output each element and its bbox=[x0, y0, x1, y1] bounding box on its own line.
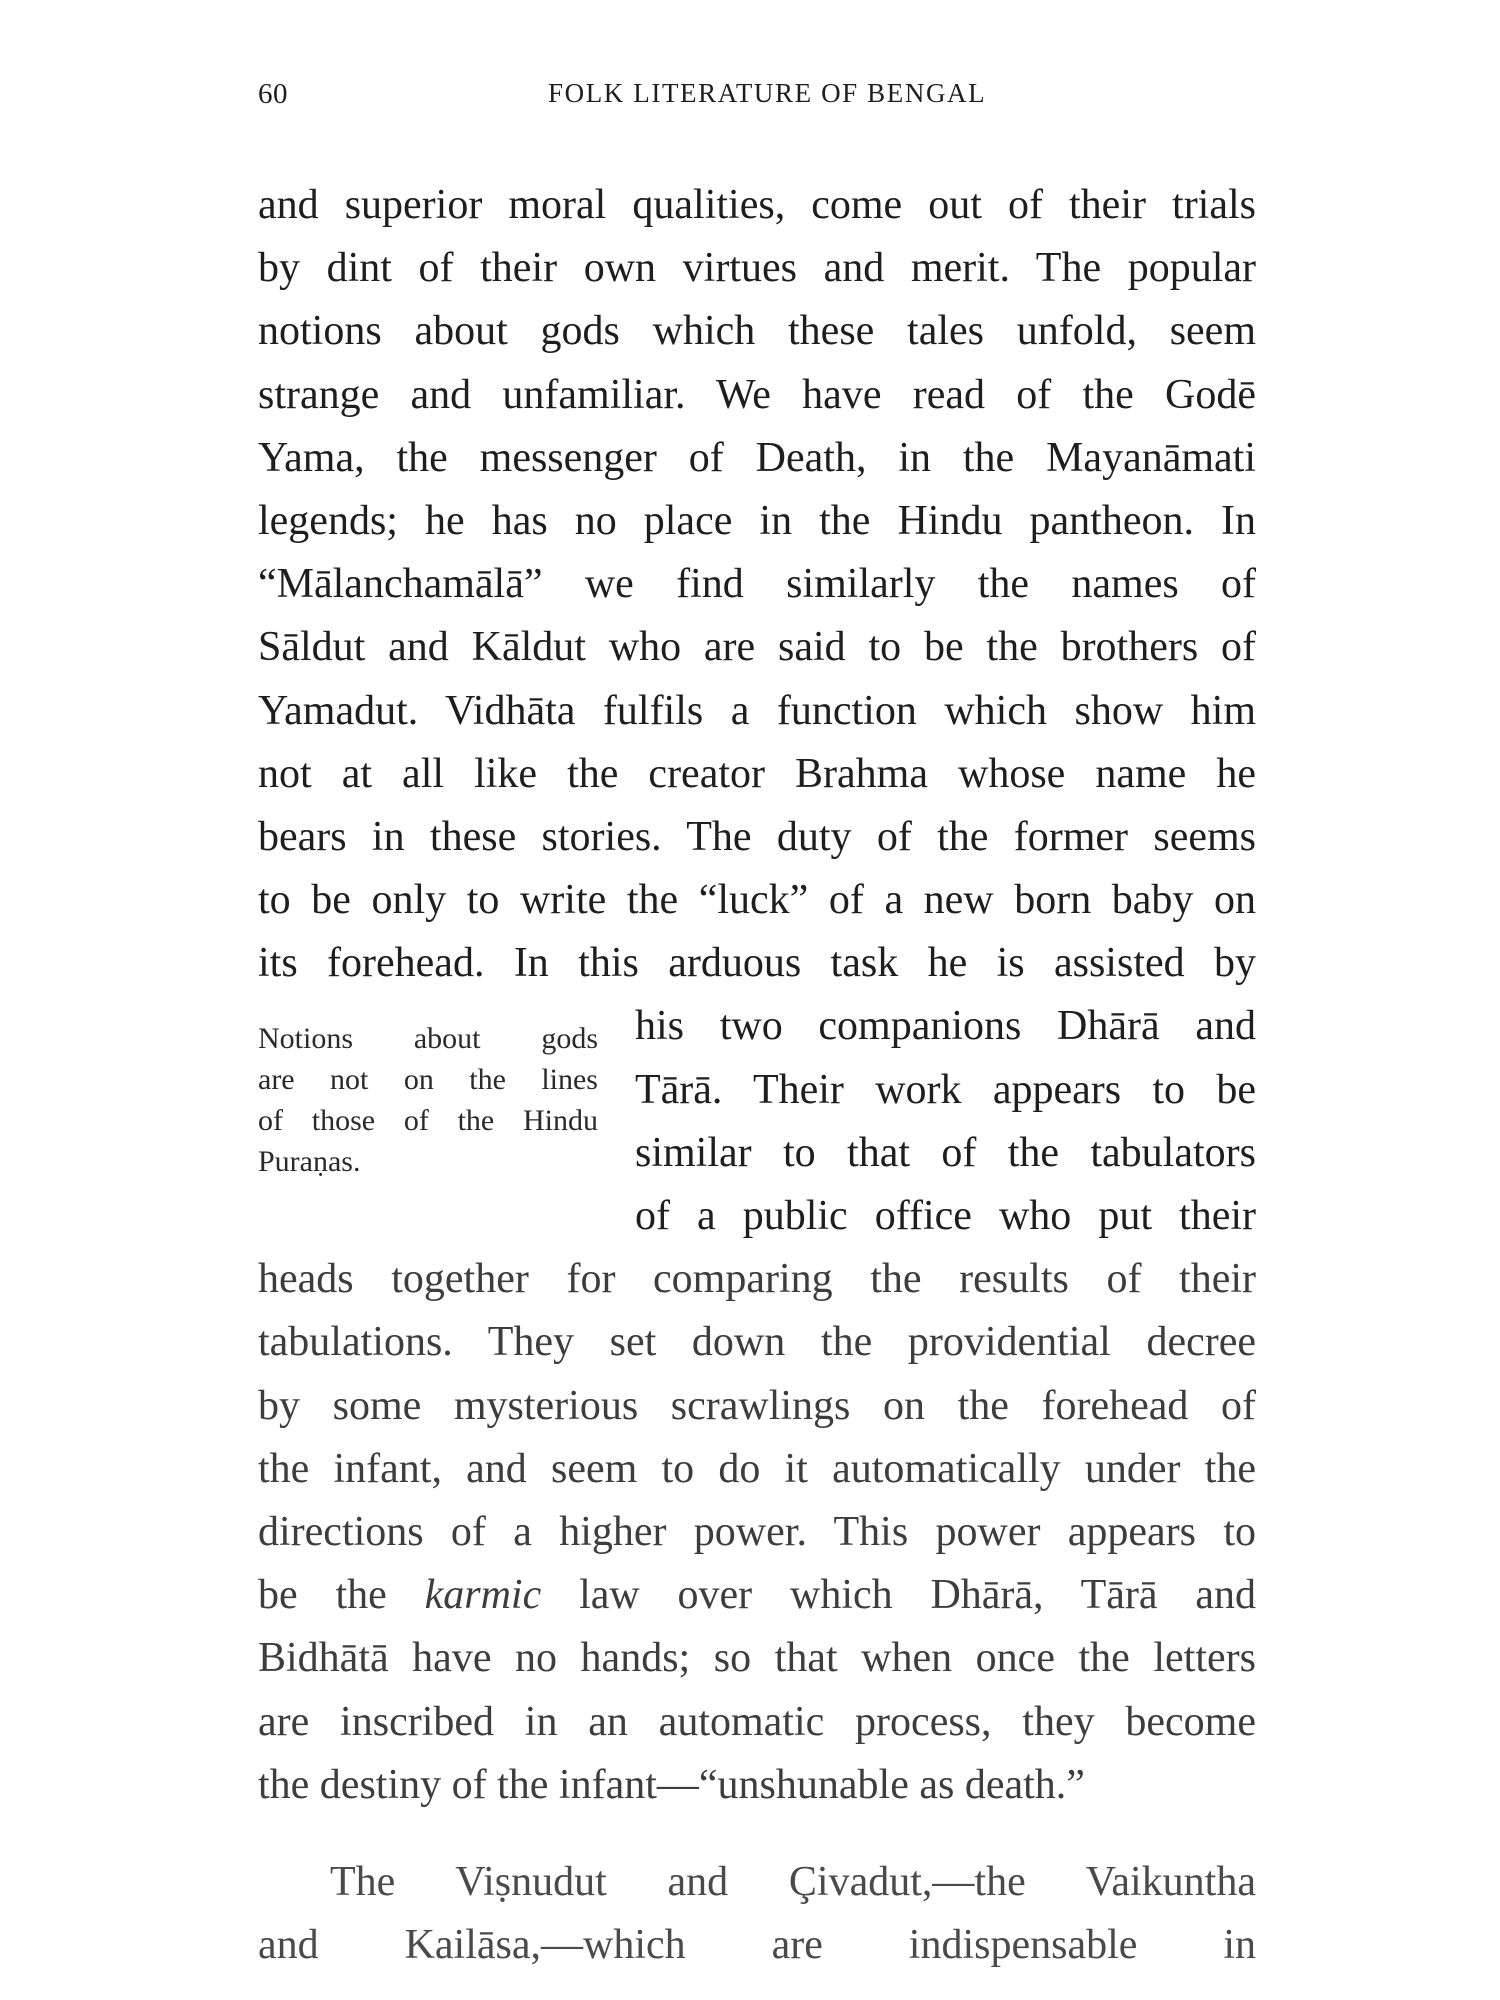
page-number: 60 bbox=[258, 78, 288, 110]
body-line: by some mysterious scrawlings on the forehead of bbox=[258, 1382, 1256, 1429]
body-line-karmic bbox=[258, 1564, 1256, 1627]
body-line: Sāldut and Kāldut who are said to be the brothers of bbox=[258, 624, 1256, 671]
body-line-prefix: be the bbox=[258, 1572, 387, 1619]
body-line: legends; he has no place in the Hindu pantheon. In bbox=[258, 497, 1256, 544]
body-line: of a public office who put their bbox=[635, 1193, 1256, 1239]
body-line: heads together for comparing the results of their bbox=[258, 1256, 1256, 1303]
margin-note-line: Notions about gods bbox=[258, 1022, 598, 1055]
margin-note-line: of those of the Hindu bbox=[258, 1104, 598, 1137]
body-line: its forehead. In this arduous task he is assisted by bbox=[258, 940, 1256, 987]
body-line: Yamadut. Vidhāta fulfils a function which show him bbox=[258, 687, 1256, 734]
body-line: similar to that of the tabulators bbox=[635, 1129, 1256, 1176]
body-line: tabulations. They set down the providential decree bbox=[258, 1319, 1256, 1366]
body-line: to be only to write the “luck” of a new born baby on bbox=[258, 877, 1256, 924]
body-line: Yama, the messenger of Death, in the Mayanāmati bbox=[258, 434, 1256, 481]
paragraph-gap bbox=[258, 1817, 1256, 1851]
body-line: The Viṣnudut and Çivadut,—the Vaikuntha bbox=[330, 1858, 1256, 1905]
body-line: Bidhātā have no hands; so that when once the letters bbox=[258, 1635, 1256, 1682]
body-line: and Kailāsa,—which are indispensable in bbox=[258, 1922, 1256, 1969]
body-line: Tārā. Their work appears to be bbox=[635, 1066, 1256, 1113]
body-line: directions of a higher power. This power appears to bbox=[258, 1508, 1256, 1555]
body-line: by dint of their own virtues and merit. The popular bbox=[258, 245, 1256, 292]
running-head bbox=[258, 78, 1058, 118]
running-title: FOLK LITERATURE OF BENGAL bbox=[548, 78, 987, 108]
italic-term-karmic: karmic bbox=[424, 1572, 542, 1619]
body-line: strange and unfamiliar. We have read of the Godē bbox=[258, 371, 1256, 418]
body-line: “Mālanchamālā” we find similarly the names of bbox=[258, 561, 1256, 608]
body-line: notions about gods which these tales unfold, seem bbox=[258, 308, 1256, 355]
body-line-rest: law over which Dhārā, Tārā and bbox=[579, 1572, 1257, 1619]
body-text bbox=[258, 174, 1256, 1977]
margin-note-line: are not on the lines bbox=[258, 1063, 598, 1096]
body-line: the destiny of the infant—“unshunable as death.” bbox=[258, 1761, 1085, 1808]
body-line: and superior moral qualities, come out of their trials bbox=[258, 182, 1256, 228]
body-line: his two companions Dhārā and bbox=[635, 1003, 1256, 1050]
body-line: bears in these stories. The duty of the former seems bbox=[258, 813, 1256, 860]
margin-note-line: Puraṇas. bbox=[258, 1145, 361, 1178]
body-line: the infant, and seem to do it automatically under the bbox=[258, 1445, 1256, 1492]
body-line: are inscribed in an automatic process, they become bbox=[258, 1698, 1256, 1745]
body-line: not at all like the creator Brahma whose name he bbox=[258, 750, 1256, 797]
